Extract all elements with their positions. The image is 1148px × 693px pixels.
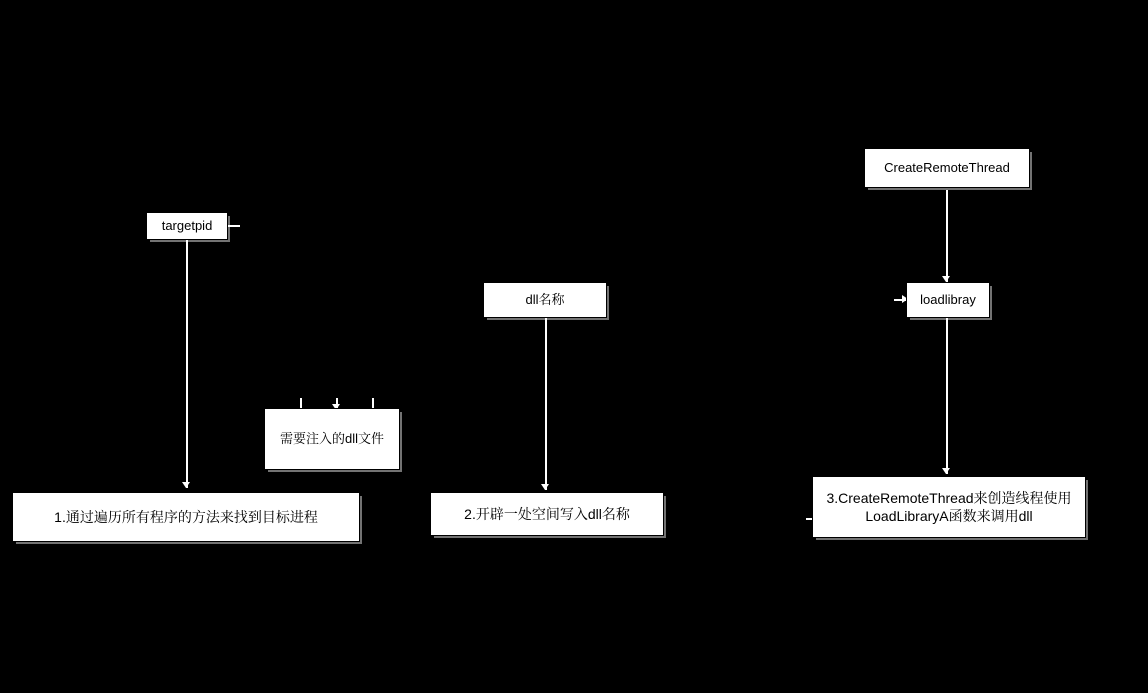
- node-dllname[interactable]: [483, 282, 607, 318]
- node-createremotethread-label: CreateRemoteThread: [884, 160, 1010, 175]
- edge-loadlibray-to-step3-vertical: [946, 316, 948, 474]
- node-dll-file[interactable]: [264, 408, 400, 470]
- edge-createremotethread-vertical: [946, 190, 948, 282]
- node-step3[interactable]: [812, 476, 1086, 538]
- edge-step1-to-targetpid-arrow: [182, 482, 190, 488]
- node-dllname-label: dll名称: [525, 292, 565, 307]
- node-dll-file-label: 需要注入的dll文件: [279, 431, 384, 446]
- node-loadlibray[interactable]: [906, 282, 990, 318]
- edge-targetpid-right-stub: [228, 225, 240, 227]
- edge-step2-to-dllname-vertical: [545, 316, 547, 490]
- node-step1-label: 1.通过遍历所有程序的方法来找到目标进程: [54, 509, 318, 525]
- node-targetpid[interactable]: [146, 212, 228, 240]
- edge-step2-to-dllname-arrow: [541, 484, 549, 490]
- node-loadlibray-label: loadlibray: [920, 292, 976, 307]
- node-step1[interactable]: [12, 492, 360, 542]
- node-step2-label: 2.开辟一处空间写入dll名称: [464, 506, 630, 522]
- node-createremotethread[interactable]: [864, 148, 1030, 188]
- node-targetpid-label: targetpid: [161, 218, 213, 233]
- edge-loadlibray-to-step3-arrow: [942, 468, 950, 474]
- node-step3-label: 3.CreateRemoteThread来创造线程使用LoadLibraryA函数来调用dll: [826, 490, 1072, 524]
- edge-step1-to-targetpid-vertical: [186, 240, 188, 488]
- node-step2[interactable]: [430, 492, 664, 536]
